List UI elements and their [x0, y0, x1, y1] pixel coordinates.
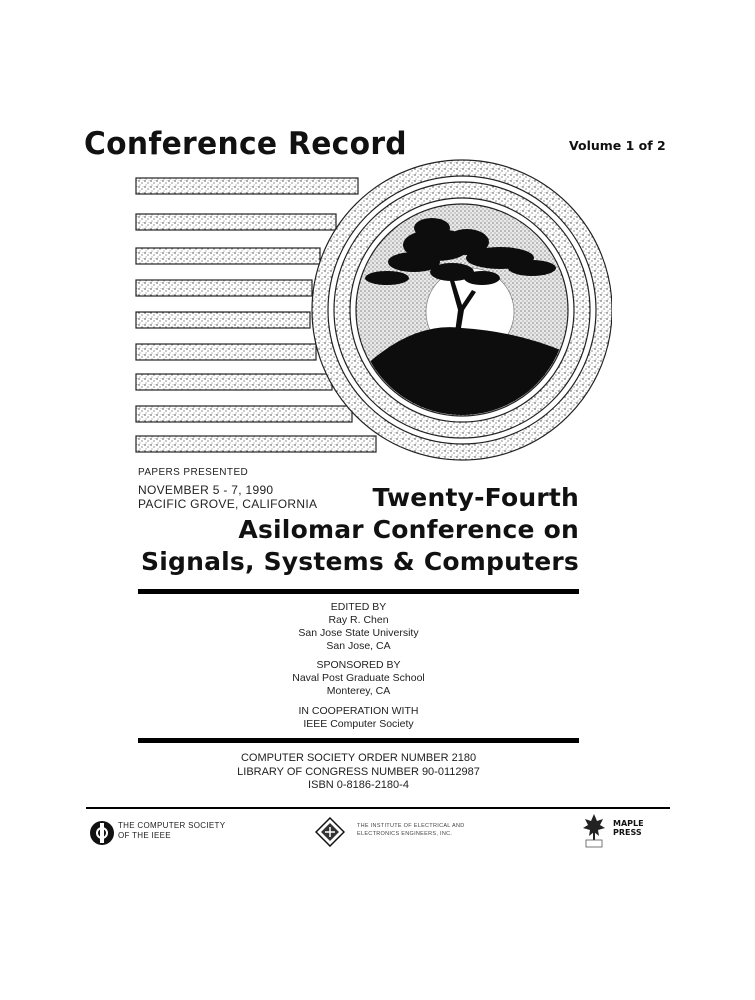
divider-top: [138, 589, 579, 594]
conference-title-line-2: Asilomar Conference on: [238, 515, 579, 544]
divider-middle: [138, 738, 579, 743]
sponsored-by-label: SPONSORED BY: [316, 659, 401, 671]
editor-affiliation: San Jose State University: [298, 627, 419, 639]
maple-line-2: PRESS: [613, 828, 642, 837]
conference-dates: NOVEMBER 5 - 7, 1990: [138, 483, 274, 497]
cooperation-block: [138, 705, 579, 731]
edited-by-label: EDITED BY: [330, 601, 387, 613]
maple-line-1: MAPLE: [613, 819, 644, 828]
sponsor-block: [138, 659, 579, 698]
order-number: COMPUTER SOCIETY ORDER NUMBER 2180: [240, 752, 477, 764]
computer-society-line-2: OF THE IEEE: [118, 831, 171, 840]
maple-press-label: [613, 819, 644, 837]
editor-name: Ray R. Chen: [328, 614, 389, 626]
record-title: Conference Record: [84, 126, 407, 162]
library-of-congress-number: LIBRARY OF CONGRESS NUMBER 90-0112987: [237, 765, 480, 778]
cooperation-name: IEEE Computer Society: [303, 718, 414, 730]
volume-label: Volume 1 of 2: [569, 138, 666, 153]
editor-block: [138, 601, 579, 653]
ieee-label: [357, 822, 465, 838]
computer-society-line-1: THE COMPUTER SOCIETY: [118, 821, 226, 830]
cooperation-label: IN COOPERATION WITH: [298, 705, 419, 717]
isbn: ISBN 0-8186-2180-4: [308, 779, 409, 791]
conference-title-line-3: Signals, Systems & Computers: [141, 547, 579, 576]
computer-society-label: [118, 821, 225, 841]
ieee-line-1: THE INSTITUTE OF ELECTRICAL AND: [357, 823, 465, 829]
sponsor-city: Monterey, CA: [326, 685, 391, 697]
conference-location: PACIFIC GROVE, CALIFORNIA: [138, 497, 318, 511]
ieee-line-2: ELECTRONICS ENGINEERS, INC.: [357, 831, 453, 837]
conference-title-line-1: Twenty-Fourth: [372, 483, 579, 512]
ieee-diamond-logo-icon: [315, 817, 345, 847]
divider-footer: [86, 807, 670, 809]
maple-leaf-logo-icon: [581, 811, 607, 849]
papers-presented-label: PAPERS PRESENTED: [138, 467, 249, 478]
sponsor-name: Naval Post Graduate School: [292, 672, 425, 684]
asilomar-tree-logo-icon: [132, 150, 612, 470]
catalog-numbers-block: [138, 752, 579, 793]
computer-society-logo-icon: [89, 820, 115, 846]
editor-city: San Jose, CA: [326, 640, 391, 652]
